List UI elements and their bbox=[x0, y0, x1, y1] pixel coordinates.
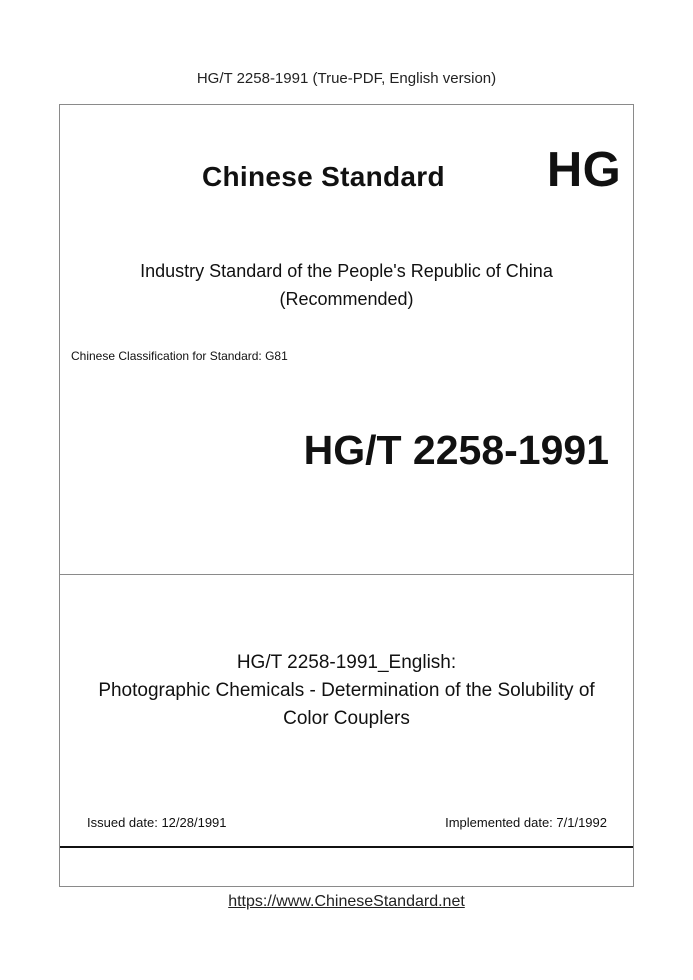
cover-frame bbox=[59, 104, 634, 887]
cover-top-section bbox=[60, 105, 633, 575]
document-title bbox=[60, 649, 633, 733]
brand-code: HG bbox=[546, 143, 621, 197]
recommended-line: (Recommended) bbox=[279, 289, 414, 309]
title-line: Photographic Chemicals - Determination of the Solubility of bbox=[98, 680, 595, 701]
cover-title-section bbox=[60, 575, 633, 846]
website-link[interactable]: https://www.ChineseStandard.net bbox=[228, 893, 465, 910]
document-header: HG/T 2258-1991 (True-PDF, English version) bbox=[196, 70, 497, 87]
title-line: HG/T 2258-1991_English: bbox=[236, 652, 457, 673]
industry-statement bbox=[60, 257, 633, 313]
industry-line: Industry Standard of the People's Republic of China bbox=[140, 261, 553, 281]
implemented-date: Implemented date: 7/1/1992 bbox=[445, 815, 607, 830]
cover-bottom-band bbox=[60, 846, 633, 886]
classification-text: Chinese Classification for Standard: G81 bbox=[71, 349, 288, 363]
brand-title: Chinese Standard bbox=[202, 161, 445, 192]
title-line: Color Couplers bbox=[283, 708, 410, 729]
issued-date: Issued date: 12/28/1991 bbox=[87, 815, 227, 830]
standard-number: HG/T 2258-1991 bbox=[303, 427, 609, 473]
